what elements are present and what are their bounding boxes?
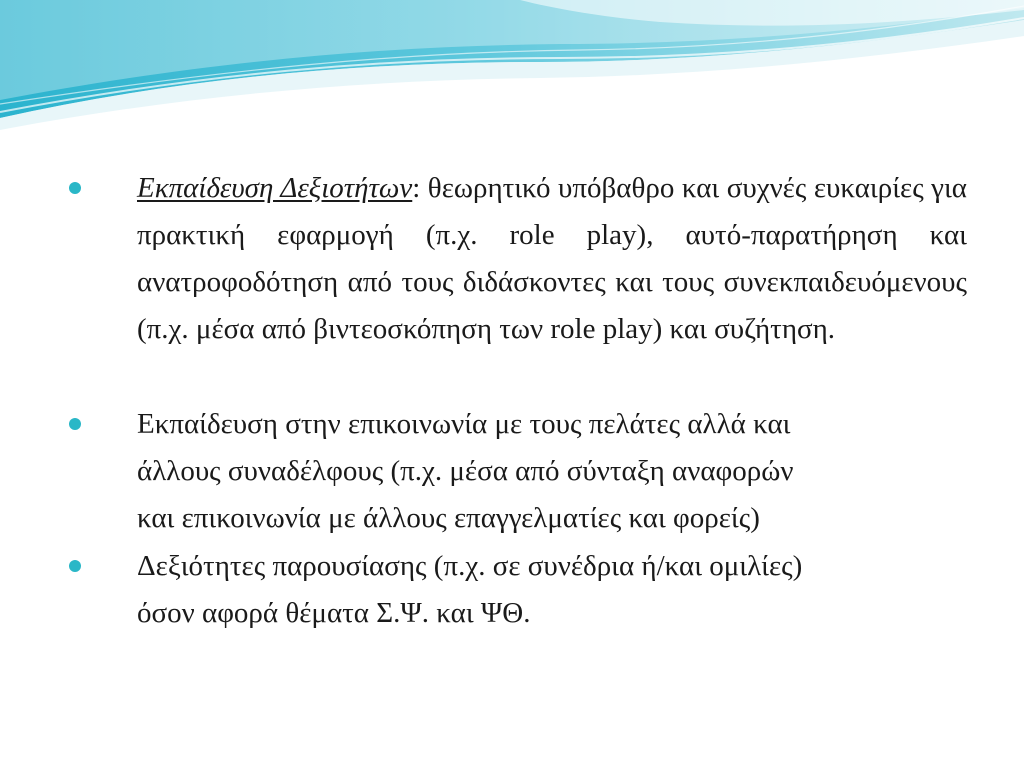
- bullet-line: Εκπαίδευση στην επικοινωνία με τους πελάτες αλλά και: [137, 408, 791, 440]
- bullet-line: άλλους συναδέλφους (π.χ. μέσα από σύνταξη αναφορών: [137, 455, 794, 487]
- bullet-term: Εκπαίδευση Δεξιοτήτων: [137, 172, 413, 204]
- bullet-communication-training: [137, 401, 967, 542]
- bullet-icon: [69, 560, 81, 572]
- bullet-line: και επικοινωνία με άλλους επαγγελματίες και φορείς): [137, 502, 760, 534]
- bullet-icon: [69, 182, 81, 194]
- bullet-skills-training: [137, 165, 967, 353]
- bullet-text: : θεωρητικό υπόβαθρο και συχνές ευκαιρίες για πρακτική εφαρμογή (π.χ. role play), αυτό-παρατήρηση και ανατροφοδότηση από τους διδάσκοντες και τους συνεκπαιδευόμενους (π.χ. μέσα από βιντεοσκόπηση των role play) και συζήτηση.: [137, 172, 967, 345]
- bullet-presentation-skills: [137, 543, 967, 637]
- bullet-line: όσον αφορά θέματα Σ.Ψ. και ΨΘ.: [137, 597, 531, 629]
- bullet-line: Δεξιότητες παρουσίασης (π.χ. σε συνέδρια ή/και ομιλίες): [137, 550, 803, 582]
- bullet-icon: [69, 418, 81, 430]
